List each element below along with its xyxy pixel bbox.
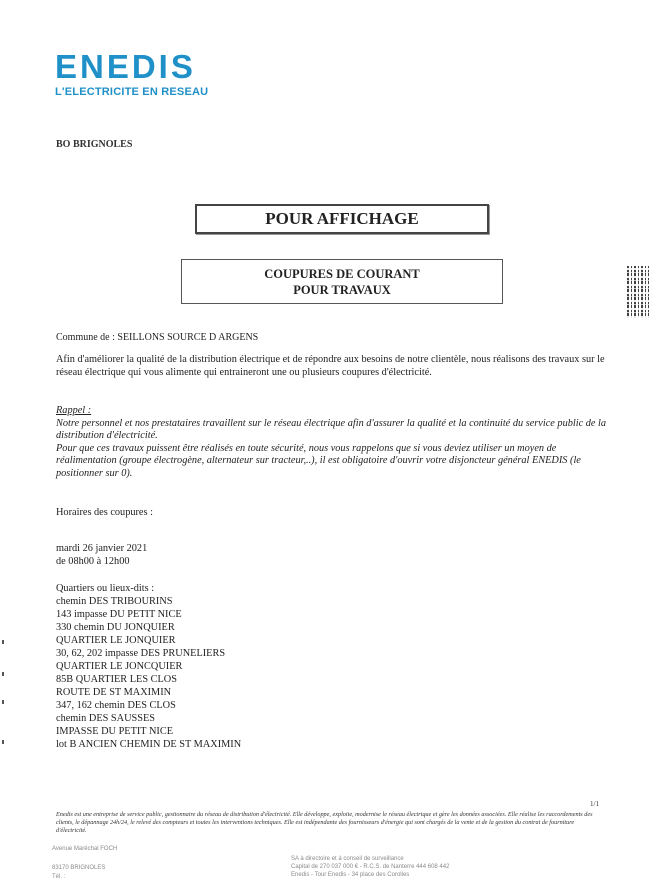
commune-line: Commune de : SEILLONS SOURCE D ARGENS [56,332,259,343]
rappel-line-2: Pour que ces travaux puissent être réalisés en toute sécurité, nous vous rappelons que si vous deviez utiliser un moyen de réalimentation (groupe électrogène, alternateur sur tracteur,..), il est obligatoire d'ouvrir votre disjoncteur général ENEDIS (le positionner sur 0). [56,442,581,479]
barcode-icon [627,266,649,318]
footer-legal [291,855,449,879]
places-label: Quartiers ou lieux-dits : [56,583,155,594]
list-item: 347, 162 chemin DES CLOS [56,700,176,711]
list-item: 85B QUARTIER LES CLOS [56,674,177,685]
list-item: IMPASSE DU PETIT NICE [56,726,174,737]
rappel-title: Rappel : [56,405,92,416]
footer-address-city [52,864,105,882]
scan-mark [2,700,4,704]
rappel-line-1: Notre personnel et nos prestataires travaillent sur le réseau électrique afin d'assurer la qualité et la continuité du service public de la distribution d'électricité. [56,417,607,441]
scan-mark [2,640,4,644]
office-name: BO BRIGNOLES [56,139,133,150]
display-title: POUR AFFICHAGE [265,209,419,228]
list-item: 30, 62, 202 impasse DES PRUNELIERS [56,648,226,659]
schedule-time: de 08h00 à 12h00 [56,556,130,567]
intro-paragraph: Afin d'améliorer la qualité de la distribution électrique et de répondre aux besoins de notre clientèle, nous réalisons des travaux sur le réseau électrique qui vous alimente qui entraineront une ou plusieurs coupures d'électricité. [56,354,605,378]
display-title-box [195,204,489,234]
subject-box [181,259,503,304]
list-item: chemin DES SAUSSES [56,713,155,724]
schedule-label: Horaires des coupures : [56,507,153,518]
footer-address-postcode: 83170 BRIGNOLES [52,865,106,871]
scan-mark [2,672,4,676]
footer-phone: Tél. : [52,874,66,880]
footer-legal-line-3: Enedis - Tour Enedis - 34 place des Corolles [291,872,410,878]
page-number: 1/1 [590,800,599,808]
footer-legal-line-2: Capital de 270 037 000 € - R.C.S. de Nanterre 444 608 442 [291,864,450,870]
subject-line-2: POUR TRAVAUX [293,282,391,297]
list-item: chemin DES TRIBOURINS [56,596,173,607]
list-item: ROUTE DE ST MAXIMIN [56,687,172,698]
footer-company-text: Enedis est une entreprise de service public, gestionnaire du réseau de distribution d'électricité. Elle développe, exploite, modernise le réseau électrique et gère les données associées. Elle réalise les raccordements des clients, le dépannage 24h/24, le relevé des compteurs et toutes les interventions techniques. Elle est indépendante des fournisseurs d'énergie qui sont chargés de la vente et de la gestion du contrat de fourniture d'électricité. [56,811,593,835]
list-item: lot B ANCIEN CHEMIN DE ST MAXIMIN [56,739,242,750]
scan-mark [2,740,4,744]
enedis-logo: ENEDIS [55,48,196,85]
places-list [56,582,241,751]
list-item: QUARTIER LE JONQUIER [56,635,176,646]
schedule-date: mardi 26 janvier 2021 [56,543,148,554]
list-item: QUARTIER LE JONCQUIER [56,661,183,672]
schedule-block [56,542,147,568]
rappel-section [56,405,616,480]
list-item: 143 impasse DU PETIT NICE [56,609,182,620]
logo-subtitle: L'ELECTRICITE EN RESEAU [55,86,209,98]
footer-address-street: Avenue Maréchal FOCH [52,846,118,852]
footer-legal-line-1: SA à directoire et à conseil de surveillance [291,856,404,862]
subject-line-1: COUPURES DE COURANT [264,266,420,281]
list-item: 330 chemin DU JONQUIER [56,622,175,633]
